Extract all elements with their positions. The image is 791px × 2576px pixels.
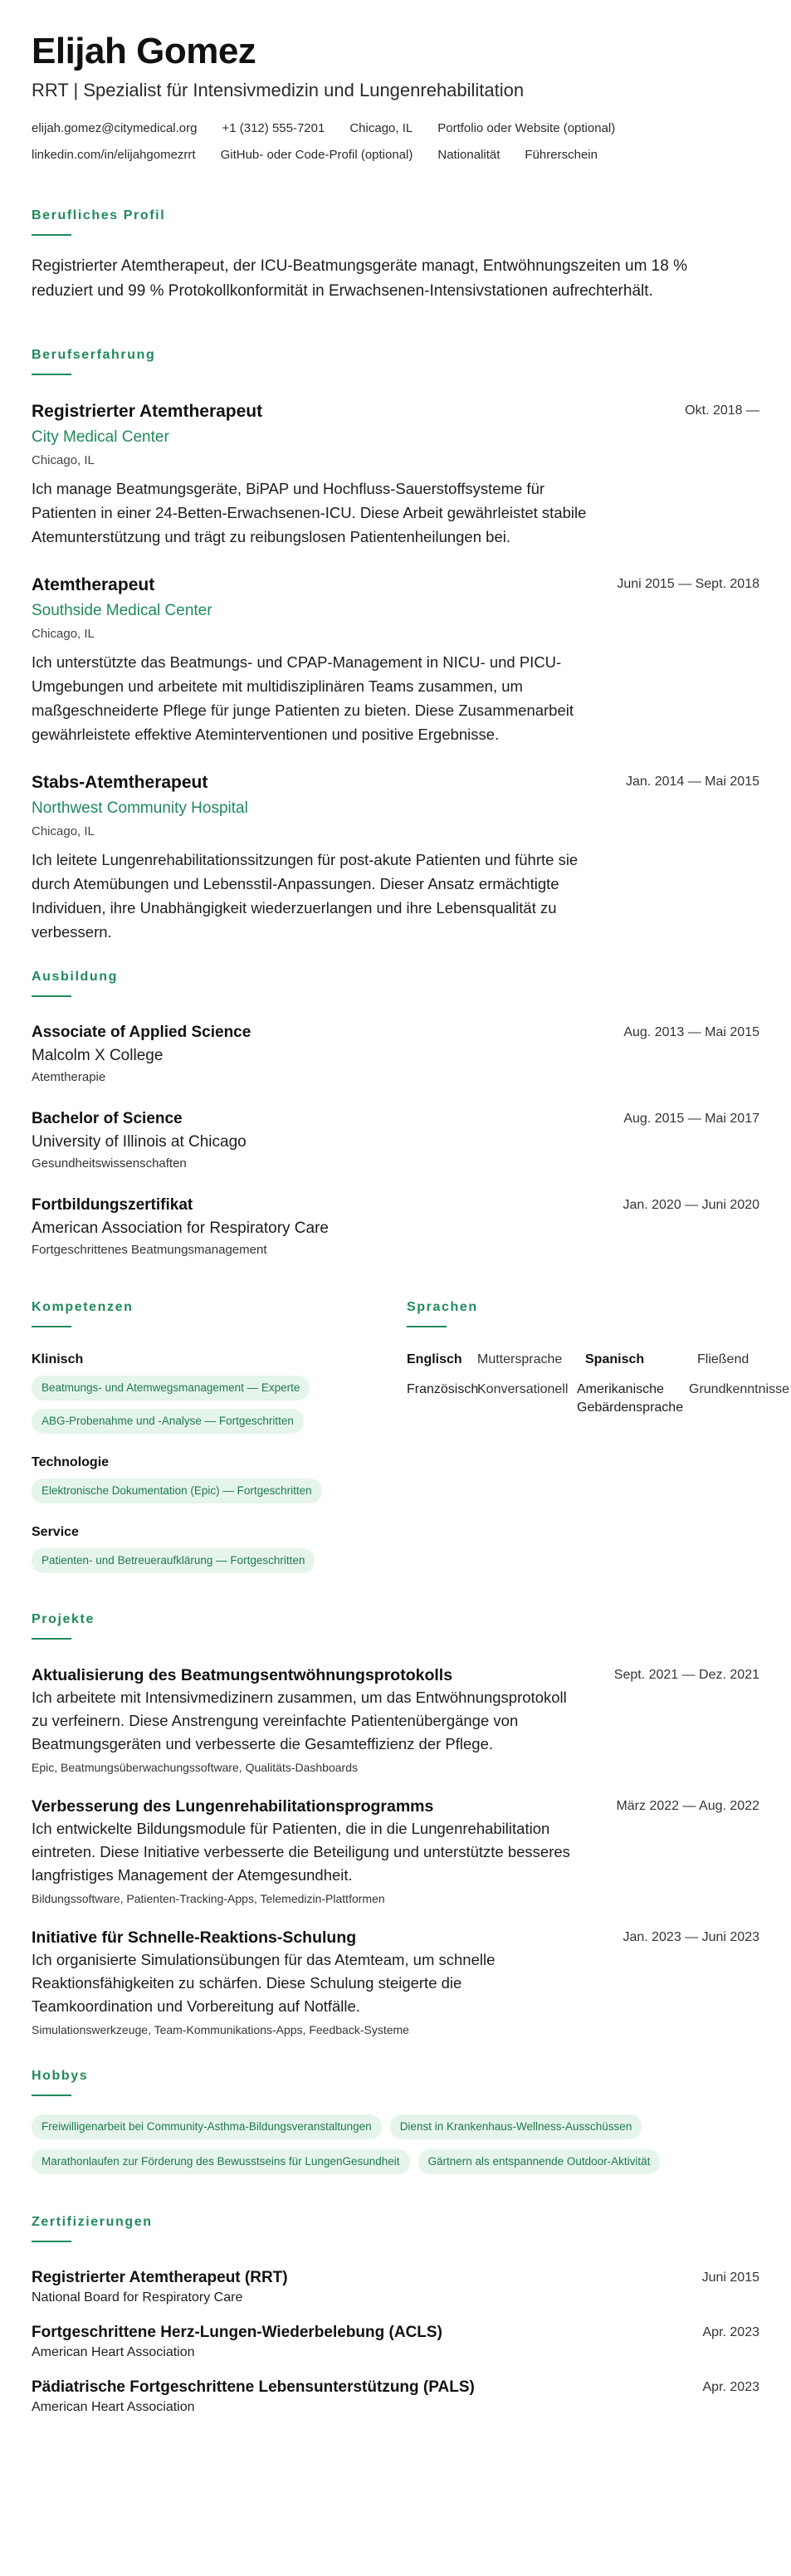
job-description: Ich unterstützte das Beatmungs- und CPAP-Management in NICU- und PICU-Umgebungen und arbeitete mit multidisziplinären Teams zusammen, um maßgeschneiderte Pflege für junge Patienten zu bieten. Diese Zusammenarbeit gewährleistete effektive Ateminterventionen und positive Ergebnisse. <box>32 653 574 743</box>
job-location: Chicago, IL <box>32 453 95 467</box>
project-list <box>32 1664 759 2038</box>
project-tech: Epic, Beatmungsüberwachungssoftware, Qualitäts-Dashboards <box>32 1761 358 1774</box>
contact-github[interactable]: GitHub- oder Code-Profil (optional) <box>220 148 413 162</box>
certification-name: Pädiatrische Fortgeschrittene Lebensunterstützung (PALS) <box>32 2378 475 2396</box>
skill-group <box>32 1351 407 1434</box>
project-title: Initiative für Schnelle-Reaktions-Schulung <box>32 1928 357 1947</box>
certification-issuer: National Board for Respiratory Care <box>32 2290 243 2305</box>
project-title: Aktualisierung des Beatmungsentwöhnungsprotokolls <box>32 1666 453 1684</box>
language-level: Konversationell <box>477 1382 569 1396</box>
language-level: Muttersprache <box>477 1352 563 1366</box>
certification-date: Apr. 2023 <box>702 2380 759 2394</box>
contact-nationality: Nationalität <box>437 148 500 162</box>
project-date: März 2022 — Aug. 2022 <box>616 1799 759 1813</box>
project-tech: Bildungssoftware, Patienten-Tracking-Apps, Telemedizin-Plattformen <box>32 1892 385 1905</box>
education-item <box>32 1022 759 1087</box>
project-description: Ich entwickelte Bildungsmodule für Patienten, die in die Lungenrehabilitation eintreten. Diese Initiative verbesserte die Beteiligung und unterstützte besseres langfristiges Management der Atemgesundheit. <box>32 1820 570 1884</box>
project-title: Verbesserung des Lungenrehabilitationsprogramms <box>32 1797 434 1816</box>
certification-issuer: American Heart Association <box>32 2345 195 2359</box>
profile-summary: Registrierter Atemtherapeut, der ICU-Beatmungsgeräte managt, Entwöhnungszeiten um 18 % reduziert und 99 % Protokollkonformität in Erwachsenen-Intensivstationen aufrechterhält. <box>32 257 687 300</box>
certification-name: Fortgeschrittene Herz-Lungen-Wiederbelebung (ACLS) <box>32 2324 442 2341</box>
contact-license: Führerschein <box>525 148 598 162</box>
section-title: Projekte <box>32 1612 95 1626</box>
contact-list <box>32 120 712 164</box>
education-degree: Fortbildungszertifikat <box>32 1196 193 1214</box>
certifications-section <box>32 2214 759 2417</box>
skill-tags <box>32 1548 407 1573</box>
project-date: Jan. 2023 — Juni 2023 <box>623 1930 759 1944</box>
candidate-name: Elijah Gomez <box>32 31 256 71</box>
contact-email[interactable]: elijah.gomez@citymedical.org <box>32 121 198 135</box>
hobby-tags <box>32 2114 770 2174</box>
contact-location: Chicago, IL <box>349 121 413 135</box>
skills-section <box>32 1299 407 1573</box>
hobby-tag: Marathonlaufen zur Förderung des Bewusstseins für LungenGesundheit <box>32 2149 410 2174</box>
candidate-headline: RRT | Spezialist für Intensivmedizin und Lungenrehabilitation <box>32 80 525 100</box>
education-field: Fortgeschrittenes Beatmungsmanagement <box>32 1243 267 1257</box>
education-degree: Associate of Applied Science <box>32 1024 251 1041</box>
language-level: Fließend <box>697 1352 749 1366</box>
experience-list <box>32 400 759 944</box>
education-date: Aug. 2015 — Mai 2017 <box>623 1112 759 1126</box>
education-degree: Bachelor of Science <box>32 1110 183 1127</box>
section-title: Hobbys <box>32 2069 89 2083</box>
hobbies-section <box>32 2068 759 2174</box>
education-field: Gesundheitswissenschaften <box>32 1156 187 1171</box>
language-name: Amerikanische Gebärdensprache <box>577 1382 684 1415</box>
contact-linkedin[interactable]: linkedin.com/in/elijahgomezrrt <box>32 148 196 162</box>
job-company: Northwest Community Hospital <box>32 799 248 817</box>
certification-date: Juni 2015 <box>701 2270 759 2285</box>
hobby-tag: Dienst in Krankenhaus-Wellness-Ausschüssen <box>390 2114 642 2139</box>
experience-item <box>32 771 759 944</box>
resume-header <box>32 30 759 164</box>
project-tech: Simulationswerkzeuge, Team-Kommunikations-Apps, Feedback-Systeme <box>32 2023 409 2036</box>
section-divider <box>32 1326 71 1327</box>
certification-item <box>32 2322 759 2362</box>
job-company: City Medical Center <box>32 428 169 446</box>
education-list <box>32 1022 759 1259</box>
education-school: American Association for Respiratory Care <box>32 1220 329 1237</box>
education-school: Malcolm X College <box>32 1047 164 1064</box>
job-date: Okt. 2018 — <box>685 403 759 418</box>
education-school: University of Illinois at Chicago <box>32 1133 247 1151</box>
section-title: Berufserfahrung <box>32 348 156 362</box>
language-level: Grundkenntnisse <box>689 1382 789 1396</box>
hobby-tag: Freiwilligenarbeit bei Community-Asthma-Bildungsveranstaltungen <box>32 2114 382 2139</box>
skill-tag: Elektronische Dokumentation (Epic) — Fortgeschritten <box>32 1479 322 1503</box>
job-date: Jan. 2014 — Mai 2015 <box>626 775 759 789</box>
contact-portfolio[interactable]: Portfolio oder Website (optional) <box>437 121 616 135</box>
section-title: Kompetenzen <box>32 1300 134 1314</box>
project-date: Sept. 2021 — Dez. 2021 <box>613 1668 759 1682</box>
project-description: Ich arbeitete mit Intensivmedizinern zusammen, um das Entwöhnungsprotokoll zu verfeinern. Diese Anstrengung vereinfachte Patientenübergänge von Beatmungsgeräten und verbesserte die Gesamteffizienz der Pflege. <box>32 1689 567 1752</box>
certification-name: Registrierter Atemtherapeut (RRT) <box>32 2269 288 2286</box>
project-item <box>32 1796 759 1907</box>
certification-issuer: American Heart Association <box>32 2400 195 2414</box>
section-title: Ausbildung <box>32 970 118 984</box>
skill-tags <box>32 1376 407 1434</box>
skill-tags <box>32 1479 407 1503</box>
job-location: Chicago, IL <box>32 824 95 838</box>
education-date: Jan. 2020 — Juni 2020 <box>623 1198 759 1212</box>
education-section <box>32 969 759 1259</box>
skill-tag: Beatmungs- und Atemwegsmanagement — Experte <box>32 1376 310 1400</box>
language-name: Englisch <box>407 1352 462 1366</box>
project-description: Ich organisierte Simulationsübungen für das Atemteam, um schnelle Reaktionsfähigkeiten zu schärfen. Diese Schulung steigerte die Teamkoordination und Vorbereitung auf Notfälle. <box>32 1951 496 2015</box>
certification-list <box>32 2267 759 2417</box>
languages-section <box>407 1299 789 1573</box>
job-title: Atemtherapeut <box>32 575 155 594</box>
language-row <box>407 1381 789 1417</box>
section-divider <box>32 2095 71 2096</box>
experience-item <box>32 574 759 746</box>
section-divider <box>32 374 71 375</box>
skill-group <box>32 1454 407 1503</box>
experience-section <box>32 347 759 944</box>
job-date: Juni 2015 — Sept. 2018 <box>617 577 759 591</box>
language-name: Französisch <box>407 1382 479 1396</box>
certification-item <box>32 2377 759 2417</box>
language-name: Spanisch <box>585 1352 645 1366</box>
job-title: Stabs-Atemtherapeut <box>32 773 208 792</box>
skill-category: Service <box>32 1525 79 1539</box>
language-row <box>407 1351 759 1369</box>
language-list <box>407 1351 789 1417</box>
education-date: Aug. 2013 — Mai 2015 <box>623 1025 759 1039</box>
project-item <box>32 1664 759 1776</box>
section-divider <box>32 234 71 236</box>
project-item <box>32 1927 759 2038</box>
projects-section <box>32 1611 759 2038</box>
skill-category: Klinisch <box>32 1352 84 1366</box>
education-field: Atemtherapie <box>32 1070 106 1084</box>
job-company: Southside Medical Center <box>32 602 212 619</box>
section-title: Berufliches Profil <box>32 208 166 222</box>
skill-tag: ABG-Probenahme und -Analyse — Fortgeschritten <box>32 1409 304 1434</box>
skill-group <box>32 1523 407 1573</box>
contact-phone[interactable]: +1 (312) 555-7201 <box>222 121 325 135</box>
section-divider <box>32 2241 71 2242</box>
certification-item <box>32 2267 759 2307</box>
section-divider <box>32 1638 71 1640</box>
section-divider <box>32 995 71 997</box>
education-item <box>32 1108 759 1173</box>
job-description: Ich manage Beatmungsgeräte, BiPAP und Hochfluss-Sauerstoffsysteme für Patienten in einer 24-Betten-Erwachsenen-ICU. Diese Arbeit gewährleistet stabile Atemunterstützung und trägt zu reibungslosen Patientenheilungen bei. <box>32 480 587 545</box>
section-divider <box>407 1326 447 1327</box>
experience-item <box>32 400 759 549</box>
profile-section <box>32 208 759 304</box>
skills-languages-row <box>32 1299 789 1573</box>
certification-date: Apr. 2023 <box>702 2325 759 2339</box>
skill-category: Technologie <box>32 1455 110 1469</box>
hobby-tag: Gärtnern als entspannende Outdoor-Aktivität <box>418 2149 661 2174</box>
job-description: Ich leitete Lungenrehabilitationssitzungen für post-akute Patienten und führte sie durch Atemübungen und Lebensstil-Anpassungen. Dieser Ansatz ermächtigte Individuen, ihre Unabhängigkeit wiederzuerlangen und ihre Lebensqualität zu verbessern. <box>32 851 579 941</box>
job-location: Chicago, IL <box>32 627 95 641</box>
skill-tag: Patienten- und Betreueraufklärung — Fortgeschritten <box>32 1548 315 1573</box>
section-title: Zertifizierungen <box>32 2215 153 2229</box>
section-title: Sprachen <box>407 1300 478 1314</box>
job-title: Registrierter Atemtherapeut <box>32 402 263 421</box>
education-item <box>32 1195 759 1259</box>
